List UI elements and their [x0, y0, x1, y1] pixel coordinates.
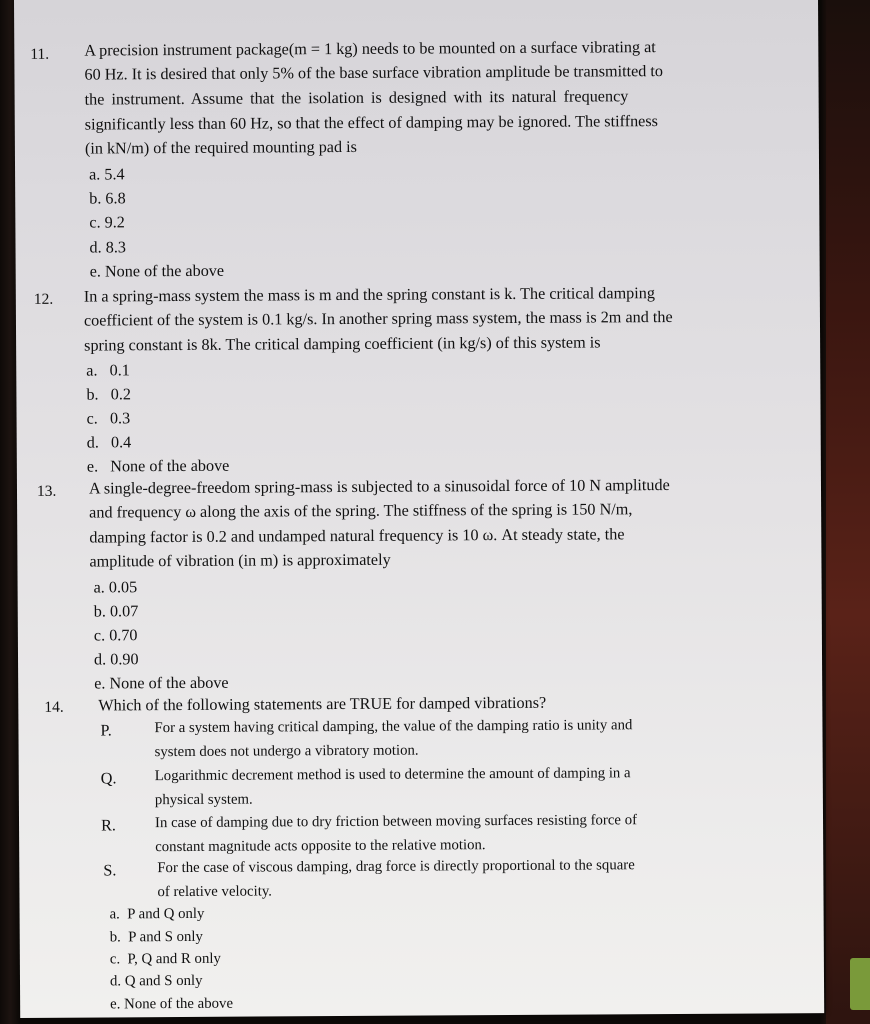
q12-line-3: spring constant is 8k. The critical damping coefficient (in kg/s) of this system is — [84, 333, 601, 355]
exam-sheet — [14, 0, 824, 1018]
q12-line-2: coefficient of the system is 0.1 kg/s. In another spring mass system, the mass is 2m and the — [83, 307, 673, 330]
q14-statement-r-line-1: In case of damping due to dry friction between moving surfaces resisting force of — [154, 812, 638, 832]
q13-option-b: b. 0.07 — [93, 602, 139, 621]
q14-statement-s-label: S. — [103, 861, 117, 880]
q14-statement-s-line-2: of relative velocity. — [157, 883, 272, 901]
q12-number: 12. — [33, 290, 54, 308]
q14-statement-q-line-2: physical system. — [154, 791, 253, 809]
q11-line-3: the instrument. Assume that the isolation is designed with its natural frequency — [84, 87, 629, 109]
q11-line-5: (in kN/m) of the required mounting pad is — [84, 137, 357, 158]
q14-statement-s-line-1: For the case of viscous damping, drag force is directly proportional to the square — [157, 857, 635, 877]
q11-option-d: d. 8.3 — [89, 238, 126, 257]
q14-stem: Which of the following statements are TRUE for damped vibrations? — [98, 693, 547, 715]
q13-line-4: amplitude of vibration (in m) is approximately — [89, 550, 391, 571]
q11-option-c: c. 9.2 — [89, 213, 125, 232]
q11-option-b: b. 6.8 — [89, 189, 126, 208]
q11-line-2: 60 Hz. It is desired that only 5% of the base surface vibration amplitude be transmitted to — [84, 62, 664, 84]
q12-line-1: In a spring-mass system the mass is m and the spring constant is k. The critical damping — [83, 284, 655, 306]
q13-line-3: damping factor is 0.2 and undamped natural frequency is 10 ω. At steady state, the — [89, 525, 625, 547]
q13-option-a: a. 0.05 — [93, 578, 138, 597]
q14-option-d: d. Q and S only — [109, 972, 203, 990]
q13-line-1: A single-degree-freedom spring-mass is subjected to a sinusoidal force of 10 N amplitude — [88, 476, 670, 498]
q13-line-2: and frequency ω along the axis of the spring. The stiffness of the spring is 150 N/m, — [89, 500, 633, 522]
q11-option-a: a. 5.4 — [89, 165, 125, 184]
q13-option-d: d. 0.90 — [93, 650, 139, 669]
background-red-object — [826, 0, 870, 1024]
q11-line-4: significantly less than 60 Hz, so that the effect of damping may be ignored. The stiffness — [84, 112, 658, 134]
q14-statement-p-line-1: For a system having critical damping, the value of the damping ratio is unity and — [154, 717, 633, 737]
q12-option-a: a. 0.1 — [86, 361, 130, 380]
q14-statement-r-line-2: constant magnitude acts opposite to the relative motion. — [155, 837, 486, 856]
q14-option-c: c. P, Q and R only — [109, 950, 221, 968]
q11-number: 11. — [30, 45, 50, 63]
q13-option-c: c. 0.70 — [93, 626, 138, 645]
background-green-tab — [850, 958, 870, 1010]
q12-option-d: d. 0.4 — [86, 433, 132, 452]
q14-statement-p-label: P. — [100, 721, 112, 740]
q14-statement-r-label: R. — [100, 816, 116, 835]
q14-statement-q-label: Q. — [100, 769, 117, 788]
q13-option-e: e. None of the above — [94, 673, 229, 693]
q12-option-c: c. 0.3 — [86, 409, 131, 428]
q11-option-e: e. None of the above — [89, 261, 225, 281]
q14-option-a: a. P and Q only — [109, 905, 205, 923]
q11-line-1: A precision instrument package(m = 1 kg) needs to be mounted on a surface vibrating at — [84, 38, 656, 60]
q14-statement-q-line-1: Logarithmic decrement method is used to determine the amount of damping in a — [154, 765, 631, 785]
q14-option-e: e. None of the above — [110, 995, 234, 1013]
q13-number: 13. — [36, 482, 57, 500]
q14-number: 14. — [44, 698, 64, 716]
q14-option-b: b. P and S only — [109, 928, 203, 946]
q12-option-e: e. None of the above — [86, 456, 230, 476]
q14-statement-p-line-2: system does not undergo a vibratory motion. — [154, 742, 419, 761]
q12-option-b: b. 0.2 — [86, 385, 131, 404]
